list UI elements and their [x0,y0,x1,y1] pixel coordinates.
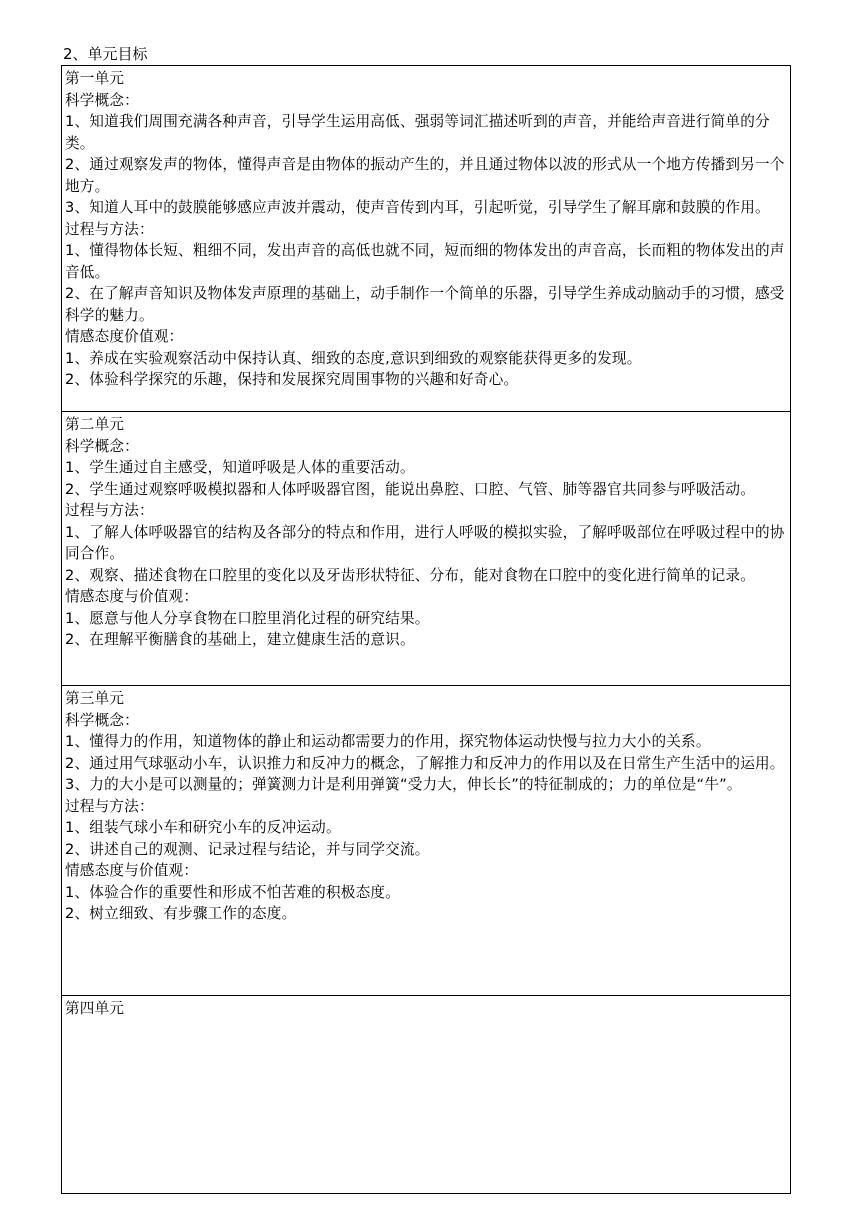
unit-line: 过程与方法： [65,502,154,519]
unit-line: 3、力的大小是可以测量的；弹簧测力计是利用弹簧“受力大，伸长长”的特征制成的；力的单位是“牛”。 [65,776,742,793]
unit-line: 1、懂得物体长短、粗细不同，发出声音的高低也就不同，短而细的物体发出的声音高，长而粗的物体发出的声音低。 [65,242,785,281]
unit-line: 过程与方法： [65,797,154,815]
unit-line: 情感态度价值观： [65,328,184,345]
unit-line: 1、养成在实验观察活动中保持认真、细致的态度,意识到细致的观察能获得更多的发现。 [65,349,642,367]
unit-line: 过程与方法： [65,220,154,238]
unit-line: 2、在了解声音知识及物体发声原理的基础上，动手制作一个简单的乐器，引导学生养成动脑动手的习惯，感受科学的魅力。 [65,285,785,324]
unit-title: 第二单元 [65,416,125,433]
unit-line: 1、学生通过自主感受，知道呼吸是人体的重要活动。 [65,459,415,476]
unit-title: 第三单元 [65,690,125,707]
unit-line: 科学概念： [65,437,139,455]
unit-line: 1、体验合作的重要性和形成不怕苦难的积极态度。 [65,883,400,901]
unit-line: 2、学生通过观察呼吸模拟器和人体呼吸器官图，能说出鼻腔、口腔、气管、肺等器官共同参与呼吸活动。 [65,480,756,498]
unit-line: 科学概念： [65,91,139,109]
unit-cell [62,66,790,412]
unit-line: 情感态度与价值观： [65,862,199,879]
unit-line: 科学概念： [65,711,139,729]
unit-line: 1、了解人体呼吸器官的结构及各部分的特点和作用，进行人呼吸的模拟实验，了解呼吸部位在呼吸过程中的协同合作。 [65,523,785,562]
unit-title: 第一单元 [65,70,125,87]
page-heading: 2、单元目标 [63,45,148,63]
unit-goals-table [61,65,791,1194]
unit-line: 2、树立细致、有步骤工作的态度。 [65,905,297,922]
unit-line: 2、体验科学探究的乐趣，保持和发展探究周围事物的兴趣和好奇心。 [65,371,519,388]
unit-line: 2、通过观察发声的物体，懂得声音是由物体的振动产生的，并且通过物体以波的形式从一个地方传播到另一个地方。 [65,156,785,195]
unit-cell [62,996,790,1193]
unit-line: 2、在理解平衡膳食的基础上，建立健康生活的意识。 [65,631,415,648]
unit-line: 情感态度与价值观： [65,588,199,605]
unit-line: 1、知道我们周围充满各种声音，引导学生运用高低、强弱等词汇描述听到的声音，并能给声音进行简单的分类。 [65,113,770,152]
unit-line: 2、观察、描述食物在口腔里的变化以及牙齿形状特征、分布，能对食物在口腔中的变化进行简单的记录。 [65,566,756,584]
unit-line: 2、通过用气球驱动小车，认识推力和反冲力的概念，了解推力和反冲力的作用以及在日常生产生活中的运用。 [65,754,785,772]
unit-title: 第四单元 [65,1000,125,1017]
unit-line: 1、懂得力的作用，知道物体的静止和运动都需要力的作用，探究物体运动快慢与拉力大小的关系。 [65,733,711,750]
unit-line: 1、组装气球小车和研究小车的反冲运动。 [65,819,341,836]
unit-line: 3、知道人耳中的鼓膜能够感应声波并震动，使声音传到内耳，引起听觉，引导学生了解耳廓和鼓膜的作用。 [65,199,770,216]
unit-cell [62,412,790,686]
unit-cell [62,686,790,996]
unit-line: 1、愿意与他人分享食物在口腔里消化过程的研究结果。 [65,609,430,627]
unit-line: 2、讲述自己的观测、记录过程与结论，并与同学交流。 [65,840,430,858]
